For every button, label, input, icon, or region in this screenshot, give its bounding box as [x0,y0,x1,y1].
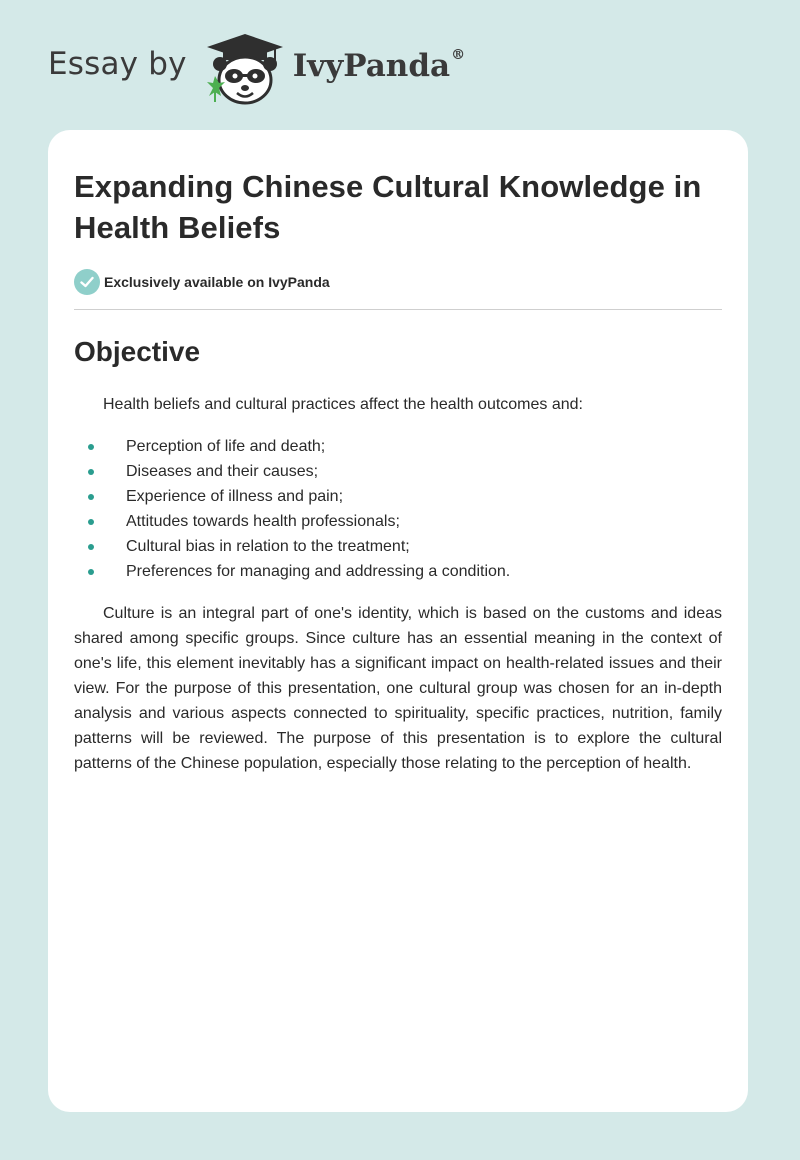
bullet-dot-icon [88,519,94,525]
exclusive-label: Exclusively available on IvyPanda [104,274,330,290]
bullet-dot-icon [88,444,94,450]
article-card [48,130,748,1112]
section-heading: Objective [74,336,201,367]
list-item: Preferences for managing and addressing a condition. [74,559,722,584]
panda-graduate-icon[interactable] [201,30,289,110]
list-item: Cultural bias in relation to the treatment; [74,534,722,559]
list-item: Perception of life and death; [74,434,722,459]
bullet-dot-icon [88,469,94,475]
body-paragraph: Culture is an integral part of one's identity, which is based on the customs and ideas shared among specific groups. Since culture has an essential meaning in the context of one's life, this element inevitably has a significant impact on health-related issues and their view. For the purpose of this presentation, one cultural group was chosen for an in-depth analysis and various aspects connected to spirituality, specific practices, nutrition, family patterns will be reviewed. The purpose of this presentation is to explore the cultural patterns of the Chinese population, especially those relating to the perception of health. [74,605,722,772]
title-divider [74,309,722,310]
essay-by-label: Essay by [48,46,187,82]
site-header [48,30,465,110]
exclusive-badge [74,268,722,296]
check-icon [74,269,100,295]
bullet-dot-icon [88,494,94,500]
bullet-dot-icon [88,544,94,550]
article-title: Expanding Chinese Cultural Knowledge in Health Beliefs [74,169,702,245]
bullet-list [74,434,722,584]
list-item: Experience of illness and pain; [74,484,722,509]
bullet-dot-icon [88,569,94,575]
registered-mark: ® [451,46,466,63]
intro-paragraph: Health beliefs and cultural practices affect the health outcomes and: [103,396,583,413]
list-item: Attitudes towards health professionals; [74,509,722,534]
list-item: Diseases and their causes; [74,459,722,484]
brand-name[interactable]: IvyPanda® [292,46,466,84]
